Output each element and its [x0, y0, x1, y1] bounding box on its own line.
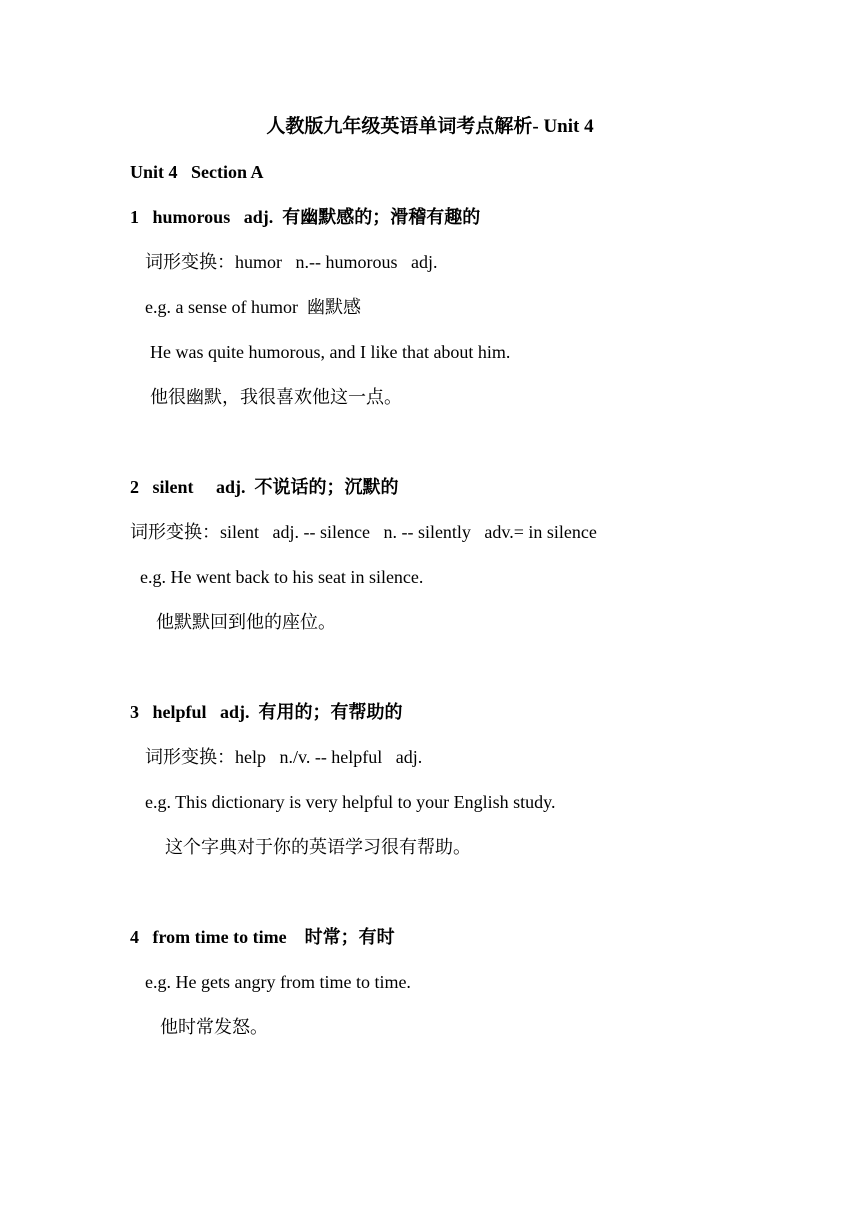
entry-1-header: [130, 206, 480, 228]
entry-3-word-forms: 词形变换：help n./v. -- helpful adj.: [145, 747, 423, 767]
entry-number: 4: [130, 927, 139, 947]
entry-headword: from time to time: [152, 927, 287, 947]
section-heading: Unit 4 Section A: [130, 162, 264, 182]
entry-meaning: 有幽默感的；滑稽有趣的: [282, 207, 481, 228]
entry-3-translation: 这个字典对于你的英语学习很有帮助。: [165, 837, 471, 857]
entry-headword: humorous adj.: [152, 207, 274, 227]
entry-headword: helpful adj.: [152, 702, 250, 722]
entry-2-word-forms: 词形变换：silent adj. -- silence n. -- silently adv.= in silence: [130, 522, 597, 542]
entry-1-translation: 他很幽默，我很喜欢他这一点。: [150, 387, 402, 407]
entry-headword: silent adj.: [152, 477, 246, 497]
entry-number: 1: [130, 207, 139, 227]
entry-4-example: e.g. He gets angry from time to time.: [145, 972, 411, 992]
entry-3-header: [130, 701, 403, 723]
entry-1-example: e.g. a sense of humor 幽默感: [145, 297, 361, 317]
entry-1-word-forms: 词形变换：humor n.-- humorous adj.: [145, 252, 438, 272]
entry-2-header: [130, 476, 399, 498]
entry-4-header: [130, 926, 395, 948]
entry-meaning: 时常；有时: [304, 927, 395, 948]
entry-2-translation: 他默默回到他的座位。: [156, 612, 336, 632]
entry-meaning: 不说话的；沉默的: [254, 477, 399, 498]
entry-2-example: e.g. He went back to his seat in silence.: [140, 567, 424, 587]
entry-meaning: 有用的；有帮助的: [258, 702, 403, 723]
entry-number: 3: [130, 702, 139, 722]
entry-1-example-sentence: He was quite humorous, and I like that about him.: [150, 342, 511, 362]
entry-3-example: e.g. This dictionary is very helpful to your English study.: [145, 792, 556, 812]
document-title: 人教版九年级英语单词考点解析- Unit 4: [266, 116, 594, 137]
entry-number: 2: [130, 477, 139, 497]
entry-4-translation: 他时常发怒。: [160, 1017, 268, 1037]
